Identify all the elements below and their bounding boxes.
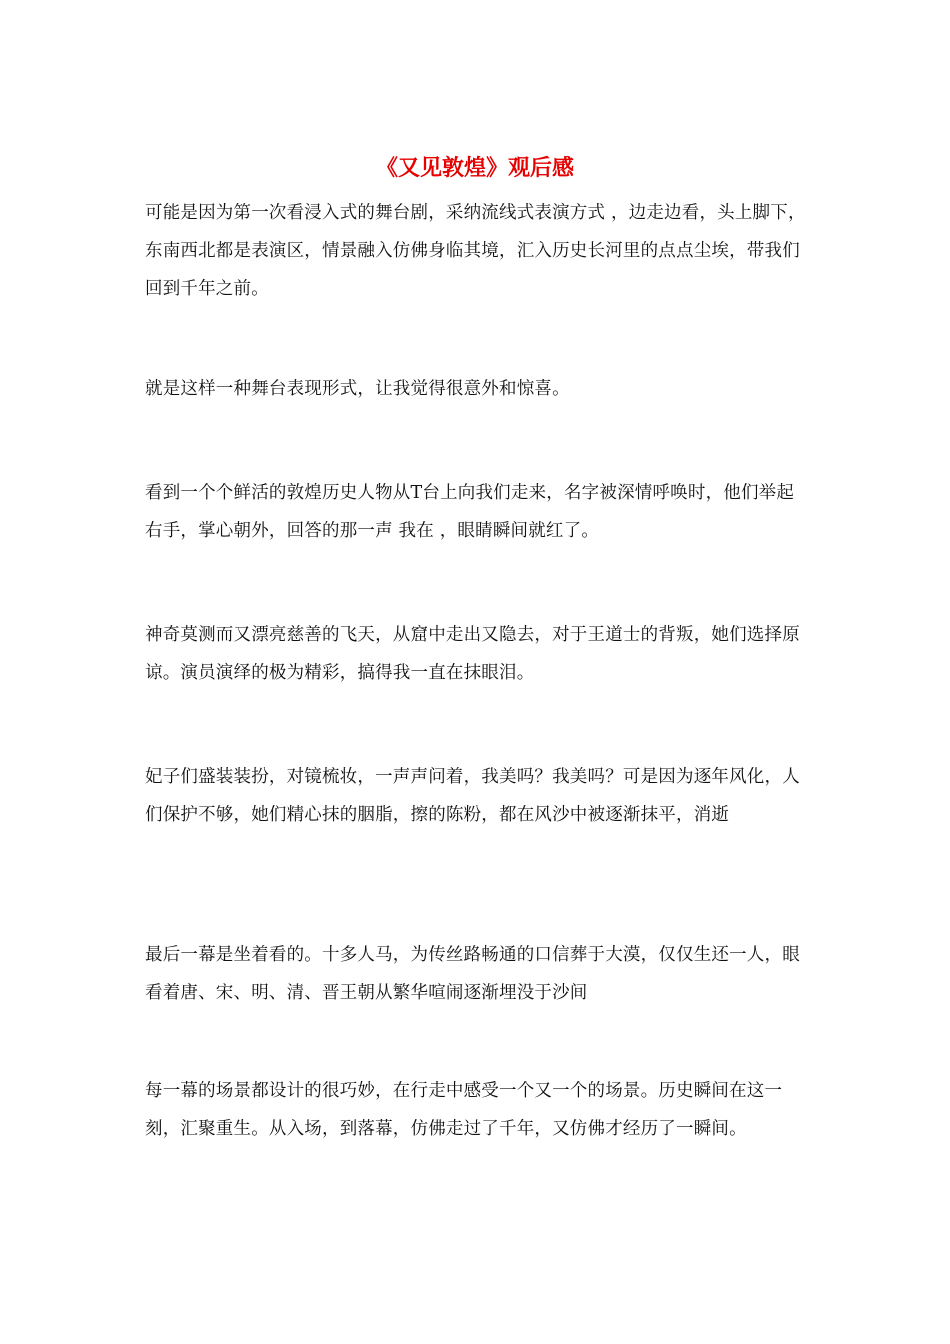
page-title: 《又见敦煌》观后感 bbox=[375, 155, 574, 181]
paragraph-2: 就是这样一种舞台表现形式，让我觉得很意外和惊喜。 bbox=[145, 379, 570, 399]
paragraph-7: 每一幕的场景都设计的很巧妙，在行走中感受一个又一个的场景。历史瞬间在这一刻，汇聚重生。从入场，到落幕，仿佛走过了千年，又仿佛才经历了一瞬间。 bbox=[145, 1081, 783, 1139]
paragraph-1: 可能是因为第一次看浸入式的舞台剧，采纳流线式表演方式 ，边走边看，头上脚下，东南西北都是表演区，情景融入仿佛身临其境，汇入历史长河里的点点尘埃，带我们回到千年之前。 bbox=[145, 203, 806, 299]
paragraph-5: 妃子们盛装装扮，对镜梳妆，一声声问着，我美吗？我美吗？可是因为逐年风化，人们保护不够，她们精心抹的胭脂，擦的陈粉，都在风沙中被逐渐抹平，消逝 bbox=[145, 767, 800, 825]
paragraph-6: 最后一幕是坐着看的。十多人马，为传丝路畅通的口信葬于大漠，仅仅生还一人，眼看着唐、宋、明、清、晋王朝从繁华喧闹逐渐埋没于沙间 bbox=[145, 945, 800, 1003]
paragraph-3: 看到一个个鲜活的敦煌历史人物从T台上向我们走来，名字被深情呼唤时，他们举起右手，掌心朝外，回答的那一声 我在 ，眼睛瞬间就红了。 bbox=[145, 483, 795, 541]
paragraph-4: 神奇莫测而又漂亮慈善的飞天，从窟中走出又隐去，对于王道士的背叛，她们选择原谅。演员演绎的极为精彩，搞得我一直在抹眼泪。 bbox=[145, 625, 800, 683]
